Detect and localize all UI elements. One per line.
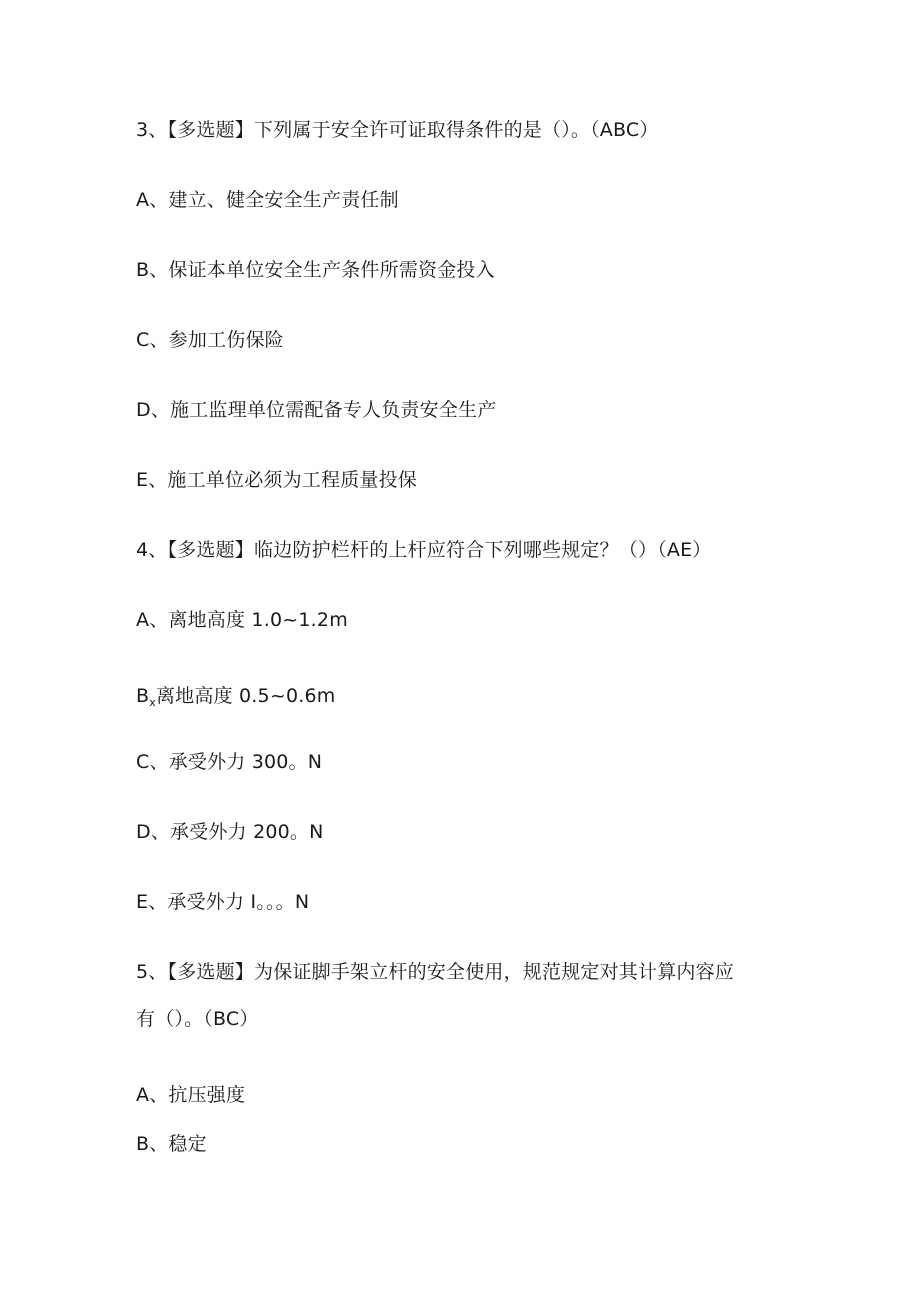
question-3-option-e: E、施工单位必须为工程质量投保 xyxy=(136,469,418,491)
option-b-subscript: x xyxy=(149,696,156,709)
question-4-option-b xyxy=(136,684,335,715)
question-5-stem-line-2: 有（）。（BC） xyxy=(136,1008,259,1030)
question-3-option-c: C、参加工伤保险 xyxy=(136,329,284,351)
option-b-letter: B xyxy=(136,685,150,707)
option-b-text: 离地高度 0.5~0.6m xyxy=(155,685,336,707)
question-3-option-d: D、施工监理单位需配备专人负责安全生产 xyxy=(136,399,497,421)
question-4-option-e: E、承受外力 I。。。N xyxy=(136,891,310,913)
question-4-option-c: C、承受外力 300。N xyxy=(136,751,323,773)
question-4-option-a: A、离地高度 1.0~1.2m xyxy=(136,609,348,631)
question-5-option-a: A、抗压强度 xyxy=(136,1084,246,1106)
question-4-stem: 4、【多选题】临边防护栏杆的上杆应符合下列哪些规定？（）（AE） xyxy=(136,539,712,561)
question-5-option-b: B、稳定 xyxy=(136,1133,207,1155)
question-5-stem-line-1: 5、【多选题】为保证脚手架立杆的安全使用，规范规定对其计算内容应 xyxy=(136,961,734,983)
question-3-stem: 3、【多选题】下列属于安全许可证取得条件的是（）。（ABC） xyxy=(136,119,659,141)
question-4-option-d: D、承受外力 200。N xyxy=(136,821,324,843)
question-3-option-a: A、建立、健全安全生产责任制 xyxy=(136,189,399,211)
question-3-option-b: B、保证本单位安全生产条件所需资金投入 xyxy=(136,259,495,281)
